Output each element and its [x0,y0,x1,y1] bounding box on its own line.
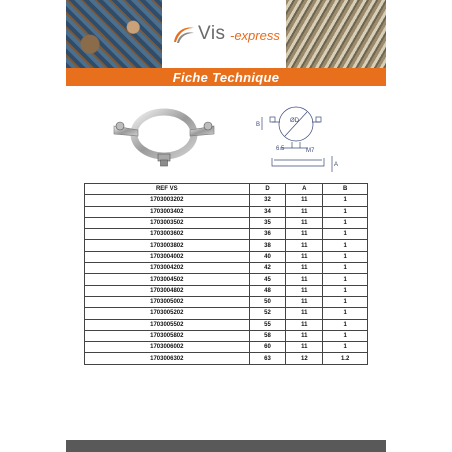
cell-a: 11 [286,251,323,262]
cell-d: 58 [249,330,286,341]
cell-a: 11 [286,263,323,274]
cell-b: 1 [323,319,368,330]
a-label: A [334,162,339,168]
header-b: B [323,184,368,195]
cell-a: 11 [286,229,323,240]
cell-b: 1 [323,240,368,251]
cell-ref: 1703005202 [85,308,250,319]
cell-b: 1 [323,263,368,274]
cell-d: 60 [249,342,286,353]
cell-b: 1 [323,285,368,296]
cell-ref: 1703006002 [85,342,250,353]
cell-ref: 1703003402 [85,206,250,217]
cell-a: 11 [286,342,323,353]
cell-b: 1 [323,274,368,285]
cell-a: 11 [286,206,323,217]
cell-a: 11 [286,308,323,319]
table-row [85,296,368,307]
cell-a: 11 [286,285,323,296]
cell-a: 12 [286,353,323,364]
screws-photo [286,0,386,68]
swoosh-icon [172,22,196,46]
cell-ref: 1703005002 [85,296,250,307]
cell-ref: 1703003202 [85,195,250,206]
cell-a: 11 [286,240,323,251]
cell-a: 11 [286,330,323,341]
header-banner [66,0,386,68]
spec-table [84,183,368,365]
table-row [85,195,368,206]
header-d: D [249,184,286,195]
cell-ref: 1703004802 [85,285,250,296]
table-row [85,263,368,274]
table-row [85,308,368,319]
footer-bar [66,440,386,452]
table-row [85,285,368,296]
cell-ref: 1703003602 [85,229,250,240]
table-row [85,229,368,240]
cell-ref: 1703004202 [85,263,250,274]
table-row [85,319,368,330]
cell-a: 11 [286,319,323,330]
cell-b: 1 [323,206,368,217]
brand-suffix: -express [230,28,280,43]
header-ref: REF VS [85,184,250,195]
cell-ref: 1703003502 [85,217,250,228]
diameter-label: ØD [290,118,299,124]
pipe-clamp-photo [104,108,224,168]
cell-d: 52 [249,308,286,319]
brand-logo [172,20,282,50]
title-band [66,68,386,86]
cell-d: 40 [249,251,286,262]
b-label: B [256,122,261,128]
page-title: Fiche Technique [172,69,280,85]
cell-a: 11 [286,274,323,285]
workshop-photo [66,0,162,68]
table-row [85,217,368,228]
cell-b: 1 [323,330,368,341]
cell-b: 1 [323,195,368,206]
cell-d: 63 [249,353,286,364]
cell-b: 1 [323,296,368,307]
cell-ref: 1703005802 [85,330,250,341]
cell-b: 1.2 [323,353,368,364]
cell-a: 11 [286,195,323,206]
size-label: 6.5 [276,146,285,152]
cell-d: 42 [249,263,286,274]
table-row [85,206,368,217]
cell-a: 11 [286,296,323,307]
header-a: A [286,184,323,195]
cell-a: 11 [286,217,323,228]
cell-b: 1 [323,308,368,319]
cell-d: 48 [249,285,286,296]
table-row [85,251,368,262]
cell-d: 35 [249,217,286,228]
table-row [85,353,368,364]
cell-b: 1 [323,342,368,353]
technical-drawing [250,100,342,178]
cell-d: 38 [249,240,286,251]
table-header-row [85,184,368,195]
cell-d: 50 [249,296,286,307]
cell-d: 34 [249,206,286,217]
cell-d: 36 [249,229,286,240]
brand-name: Vis [198,23,226,44]
table-row [85,274,368,285]
cell-d: 55 [249,319,286,330]
cell-d: 45 [249,274,286,285]
cell-ref: 1703004502 [85,274,250,285]
cell-b: 1 [323,251,368,262]
table-row [85,330,368,341]
cell-b: 1 [323,229,368,240]
cell-d: 32 [249,195,286,206]
table-row [85,240,368,251]
cell-b: 1 [323,217,368,228]
thread-label: M7 [306,148,315,154]
cell-ref: 1703006302 [85,353,250,364]
cell-ref: 1703003802 [85,240,250,251]
cell-ref: 1703005502 [85,319,250,330]
cell-ref: 1703004002 [85,251,250,262]
table-row [85,342,368,353]
